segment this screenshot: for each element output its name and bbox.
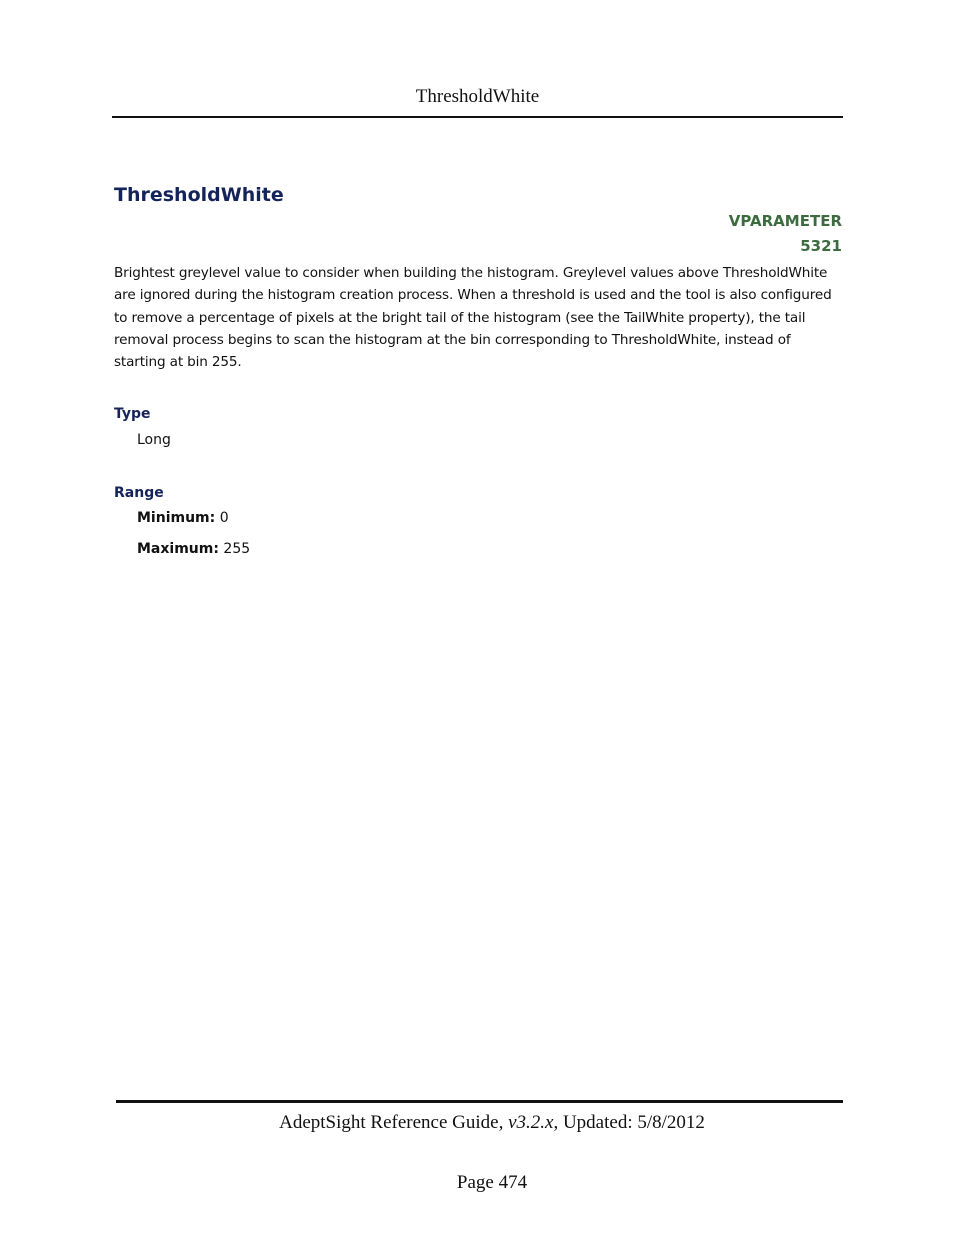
topic-title: ThresholdWhite — [114, 184, 284, 206]
parameter-info — [729, 209, 842, 259]
parameter-category: VPARAMETER — [728, 212, 842, 230]
range-maximum — [137, 541, 250, 557]
footer-rule — [116, 1100, 843, 1103]
range-minimum-label: Minimum: — [137, 510, 216, 526]
running-header: ThresholdWhite — [415, 86, 540, 107]
range-maximum-label: Maximum: — [137, 541, 219, 557]
range-minimum — [137, 510, 229, 526]
footer-version: , v3.2.x — [498, 1112, 554, 1133]
type-heading: Type — [114, 406, 151, 422]
footer-guide-title: AdeptSight Reference Guide — [279, 1112, 499, 1133]
footer-updated: , Updated: 5/8/2012 — [553, 1112, 705, 1133]
topic-description: Brightest greylevel value to consider when building the histogram. Greylevel values above ThresholdWhite are ignored during the histogram creation process. When a threshold is used and the tool is also configured to remove a percentage of pixels at the bright tail of the histogram (see the TailWhite property), the tail removal process begins to scan the histogram at the bin corresponding to ThresholdWhite, instead of starting at bin 255. — [114, 265, 832, 371]
parameter-number: 5321 — [800, 237, 842, 255]
range-heading: Range — [114, 485, 164, 501]
footer-guide-info — [116, 1112, 868, 1134]
range-minimum-value: 0 — [219, 510, 229, 526]
type-value: Long — [137, 432, 171, 448]
range-maximum-value: 255 — [223, 541, 251, 557]
header-rule — [112, 116, 843, 118]
page-number: Page 474 — [456, 1172, 528, 1193]
